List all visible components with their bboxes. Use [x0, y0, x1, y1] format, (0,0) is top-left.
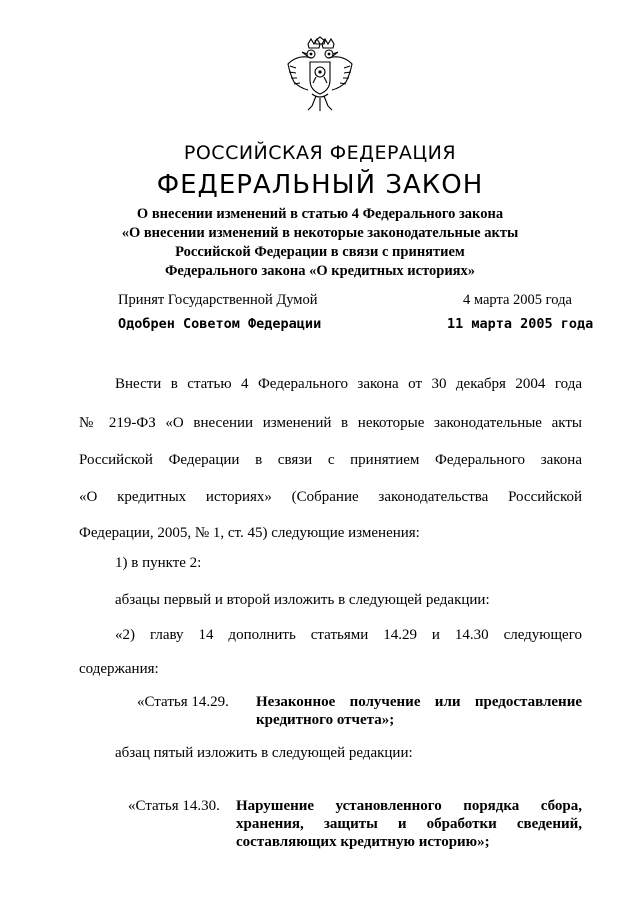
paragraph-a: абзацы первый и второй изложить в следующей редакции:: [115, 592, 490, 608]
article-14-30-title: [236, 798, 582, 815]
intro-line: «О кредитных историях» (Собрание законодательства Российской: [79, 489, 582, 505]
law-subject: [80, 205, 560, 281]
intro-first-line: [115, 376, 582, 393]
article-14-30-label: «Статья 14.30.: [128, 798, 220, 814]
subject-line: Российской Федерации в связи с принятием: [175, 244, 465, 260]
intro-line: № 219-ФЗ «О внесении изменений в некоторые законодательные акты: [79, 415, 582, 431]
adopted-by-duma-label: Принят Государственной Думой: [118, 292, 318, 308]
country-name: РОССИЙСКАЯ ФЕДЕРАЦИЯ: [183, 142, 457, 164]
subject-line: «О внесении изменений в некоторые законодательные акты: [121, 225, 519, 241]
article-title-line: кредитного отчета»;: [256, 712, 395, 728]
intro-line: Внести в статью 4 Федерального закона от 30 декабря 2004 года: [115, 376, 582, 392]
quote-first-line: [115, 627, 582, 644]
article-title-line: хранения, защиты и обработки сведений,: [236, 816, 582, 832]
adopted-date: 4 марта 2005 года: [463, 292, 572, 308]
article-title-line: составляющих кредитную историю»;: [236, 834, 490, 850]
article-14-29-title: [256, 694, 582, 711]
approved-by-council-label: Одобрен Советом Федерации: [118, 316, 322, 332]
quote-last-line: содержания:: [79, 661, 159, 677]
article-title-line: Незаконное получение или предоставление: [256, 694, 582, 710]
intro-line: Российской Федерации в связи с принятием Федерального закона: [79, 452, 582, 468]
article-title-line: Нарушение установленного порядка сбора,: [236, 798, 582, 814]
approved-date: 11 марта 2005 года: [447, 316, 594, 332]
item-1: 1) в пункте 2:: [115, 555, 202, 571]
quote-line: «2) главу 14 дополнить статьями 14.29 и 14.30 следующего: [115, 627, 582, 643]
document-type-title: ФЕДЕРАЛЬНЫЙ ЗАКОН: [156, 170, 484, 200]
intro-last-line: Федерации, 2005, № 1, ст. 45) следующие изменения:: [79, 525, 420, 541]
paragraph-b: абзац пятый изложить в следующей редакции:: [115, 745, 413, 761]
article-14-29-label: «Статья 14.29.: [137, 694, 229, 710]
subject-line: Федерального закона «О кредитных историях»: [164, 263, 476, 279]
article-title-line-2: [236, 816, 582, 833]
coat-of-arms-emblem: [282, 36, 358, 112]
subject-line: О внесении изменений в статью 4 Федерального закона: [136, 206, 504, 222]
